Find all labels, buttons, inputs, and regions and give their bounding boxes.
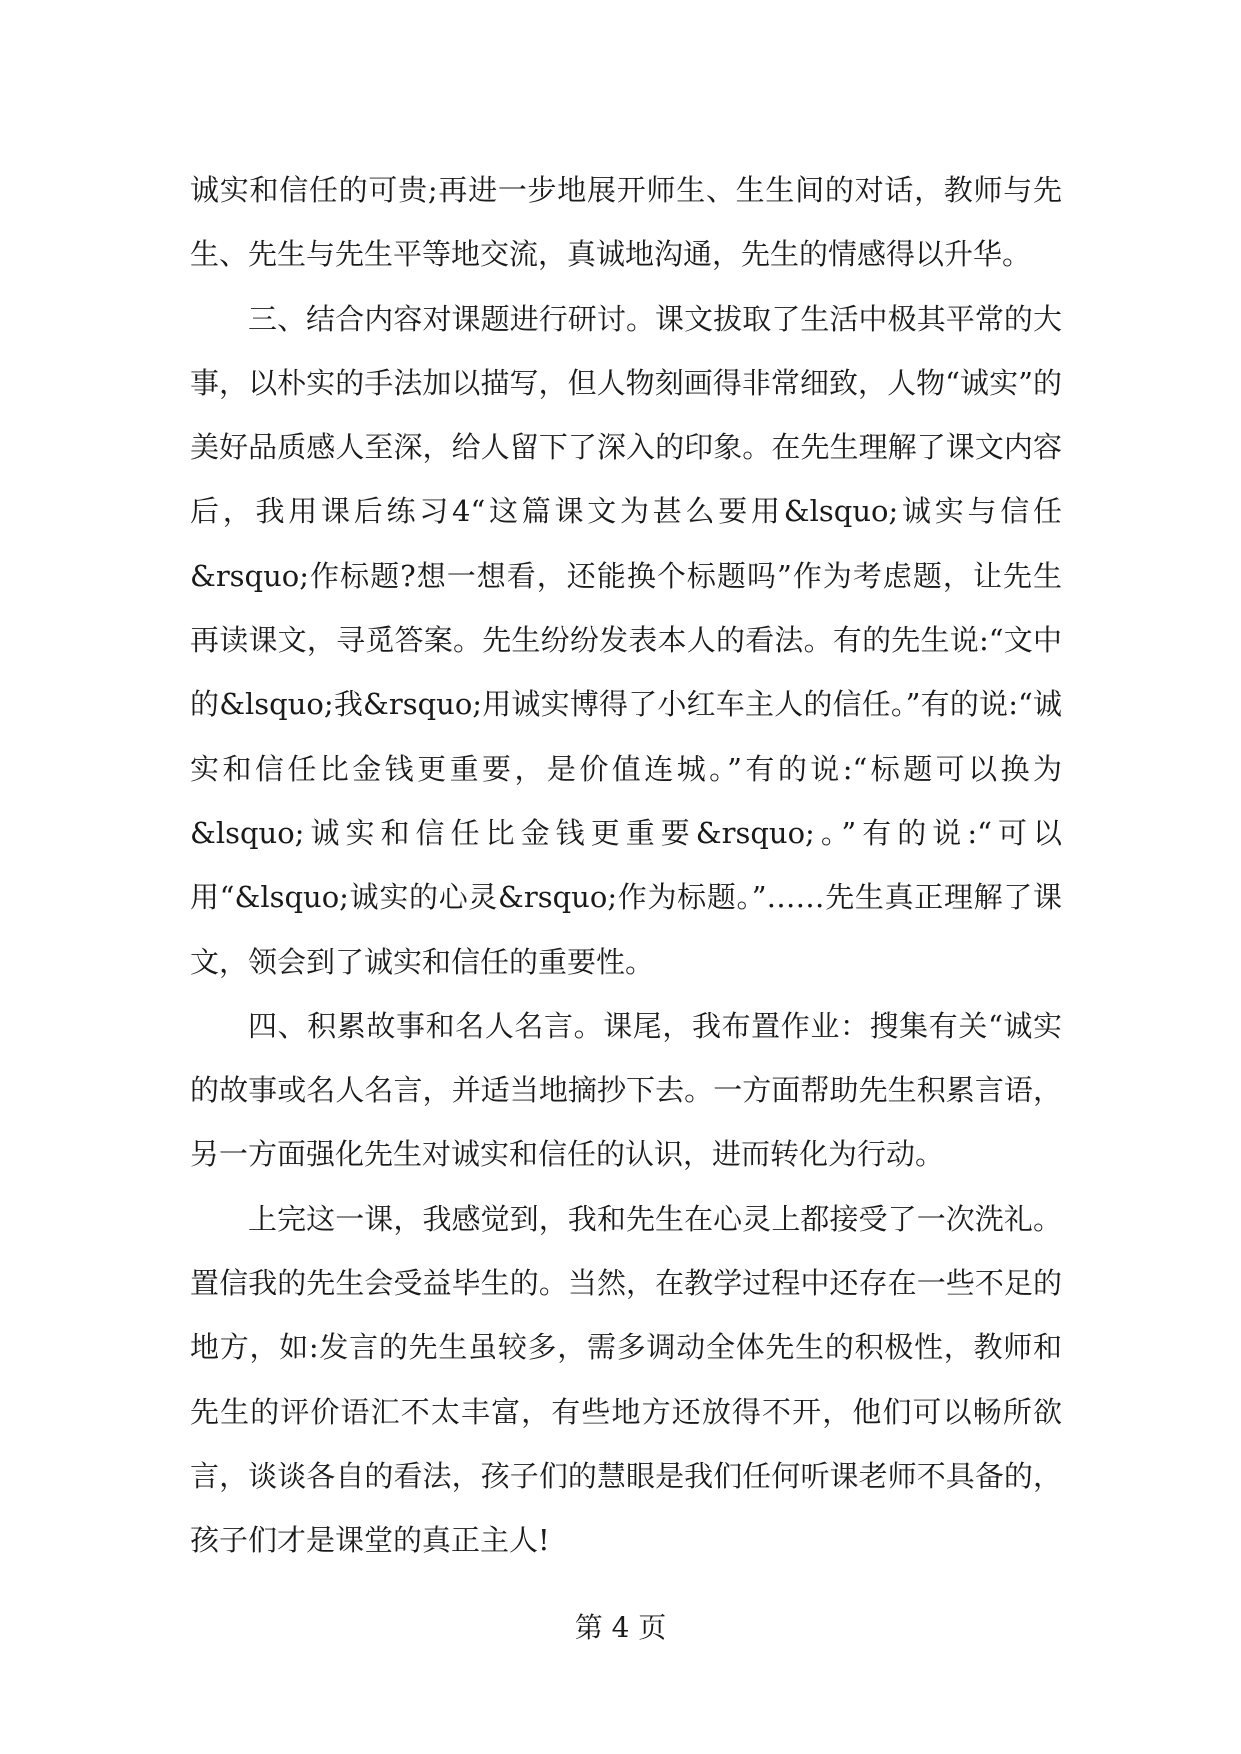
- page-number: 第 4 页: [574, 1611, 667, 1644]
- paragraph: 四、积累故事和名人名言。课尾，我布置作业：搜集有关“诚实的故事或名人名言，并适当地摘抄下去。一方面帮助先生积累言语，另一方面强化先生对诚实和信任的认识，进而转化为行动。: [190, 1008, 1062, 1172]
- paragraph: 诚实和信任的可贵;再进一步地展开师生、生生间的对话，教师与先生、先生与先生平等地交流，真诚地沟通，先生的情感得以升华。: [190, 173, 1062, 272]
- paragraph: 三、结合内容对课题进行研讨。课文拔取了生活中极其平常的大事，以朴实的手法加以描写，但人物刻画得非常细致，人物“诚实”的美好品质感人至深，给人留下了深入的印象。在先生理解了课文内容后，我用课后练习4“这篇课文为甚么要用&lsquo;诚实与信任&rsquo;作标题?想一想看，还能换个标题吗”作为考虑题，让先生再读课文，寻觅答案。先生纷纷发表本人的看法。有的先生说:“文中的&lsquo;我&rsquo;用诚实博得了小红车主人的信任。”有的说:“诚实和信任比金钱更重要，是价值连城。”有的说:“标题可以换为&lsquo;诚实和信任比金钱更重要&rsquo;。”有的说:“可以用“&lsquo;诚实的心灵&rsquo;作为标题。”……先生真正理解了课文，领会到了诚实和信任的重要性。: [190, 301, 1062, 979]
- paragraph: 上完这一课，我感觉到，我和先生在心灵上都接受了一次洗礼。置信我的先生会受益毕生的。当然，在教学过程中还存在一些不足的地方，如:发言的先生虽较多，需多调动全体先生的积极性，教师和先生的评价语汇不太丰富，有些地方还放得不开，他们可以畅所欲言，谈谈各自的看法，孩子们的慧眼是我们任何听课老师不具备的，孩子们才是课堂的真正主人!: [190, 1201, 1062, 1558]
- document-body: [190, 158, 1062, 1573]
